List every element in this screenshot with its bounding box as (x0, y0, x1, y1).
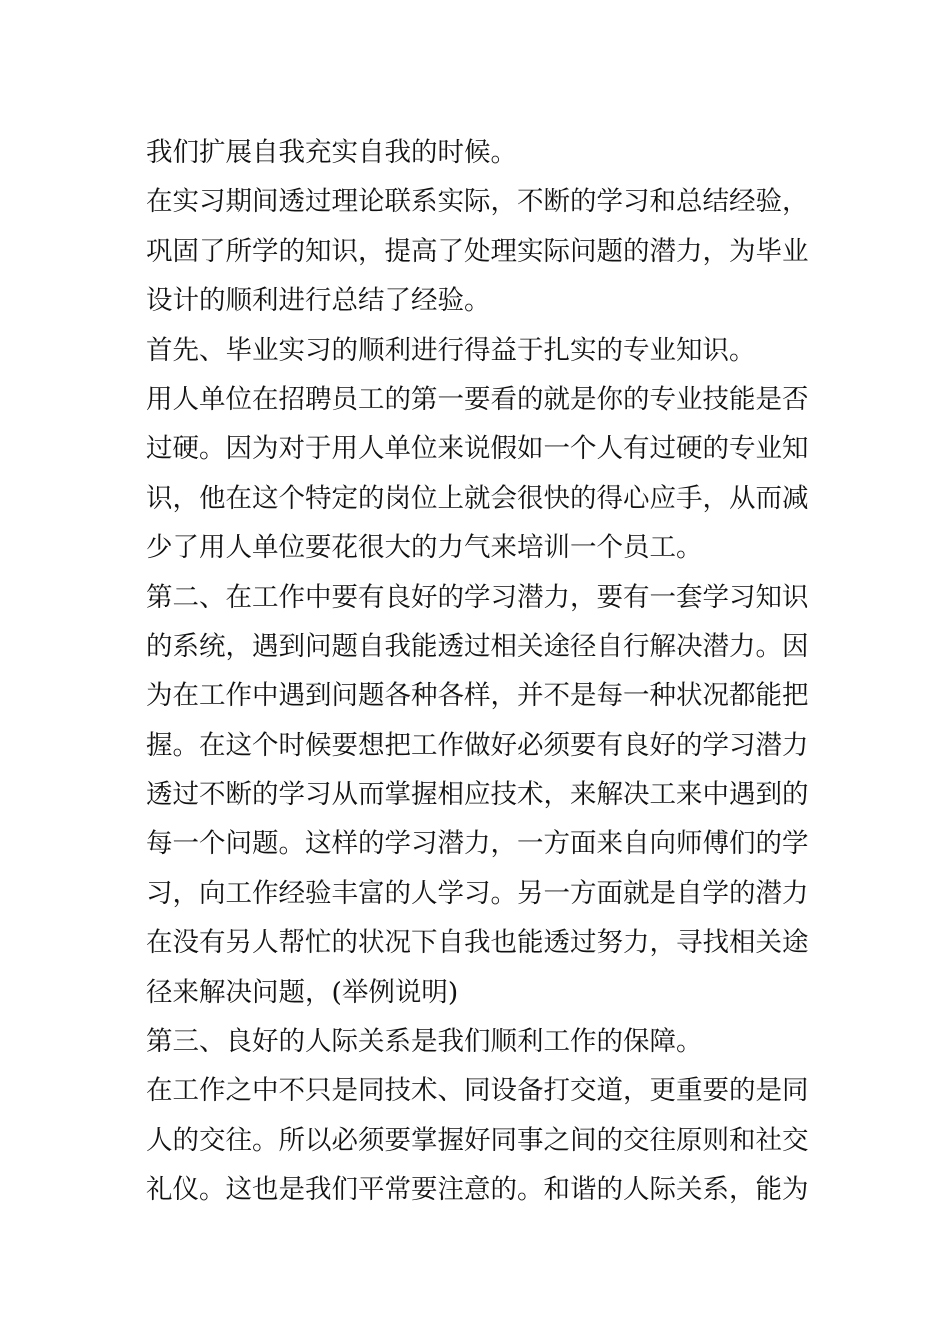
text-line: 握。在这个时候要想把工作做好必须要有良好的学习潜力 (146, 729, 809, 761)
text-line: 首先、毕业实习的顺利进行得益于扎实的专业知识。 (146, 334, 756, 366)
text-line: 径来解决问题，(举例说明) (146, 976, 459, 1008)
text-line: 在工作之中不只是同技术、同设备打交道，更重要的是同 (146, 1075, 809, 1107)
text-line: 的系统，遇到问题自我能透过相关途径自行解决潜力。因 (146, 630, 809, 662)
text-line: 礼仪。这也是我们平常要注意的。和谐的人际关系，能为 (146, 1174, 809, 1206)
text-line: 第三、良好的人际关系是我们顺利工作的保障。 (146, 1026, 703, 1058)
text-line: 为在工作中遇到问题各种各样，并不是每一种状况都能把 (146, 680, 809, 712)
text-line: 在实习期间透过理论联系实际，不断的学习和总结经验， (146, 186, 809, 218)
text-line: 人的交往。所以必须要掌握好同事之间的交往原则和社交 (146, 1124, 809, 1156)
text-line: 识，他在这个特定的岗位上就会很快的得心应手，从而减 (146, 482, 809, 514)
body-text (146, 128, 818, 1215)
text-line: 少了用人单位要花很大的力气来培训一个员工。 (146, 532, 703, 564)
text-line: 用人单位在招聘员工的第一要看的就是你的专业技能是否 (146, 383, 809, 415)
text-line: 透过不断的学习从而掌握相应技术，来解决工来中遇到的 (146, 779, 809, 811)
text-line: 设计的顺利进行总结了经验。 (146, 285, 491, 317)
text-line: 过硬。因为对于用人单位来说假如一个人有过硬的专业知 (146, 433, 809, 465)
text-line: 第二、在工作中要有良好的学习潜力，要有一套学习知识 (146, 581, 809, 613)
text-line: 每一个问题。这样的学习潜力，一方面来自向师傅们的学 (146, 828, 809, 860)
text-line: 习，向工作经验丰富的人学习。另一方面就是自学的潜力 (146, 877, 809, 909)
text-line: 巩固了所学的知识，提高了处理实际问题的潜力，为毕业 (146, 235, 809, 267)
text-line: 在没有另人帮忙的状况下自我也能透过努力，寻找相关途 (146, 927, 809, 959)
text-line: 我们扩展自我充实自我的时候。 (146, 137, 517, 168)
